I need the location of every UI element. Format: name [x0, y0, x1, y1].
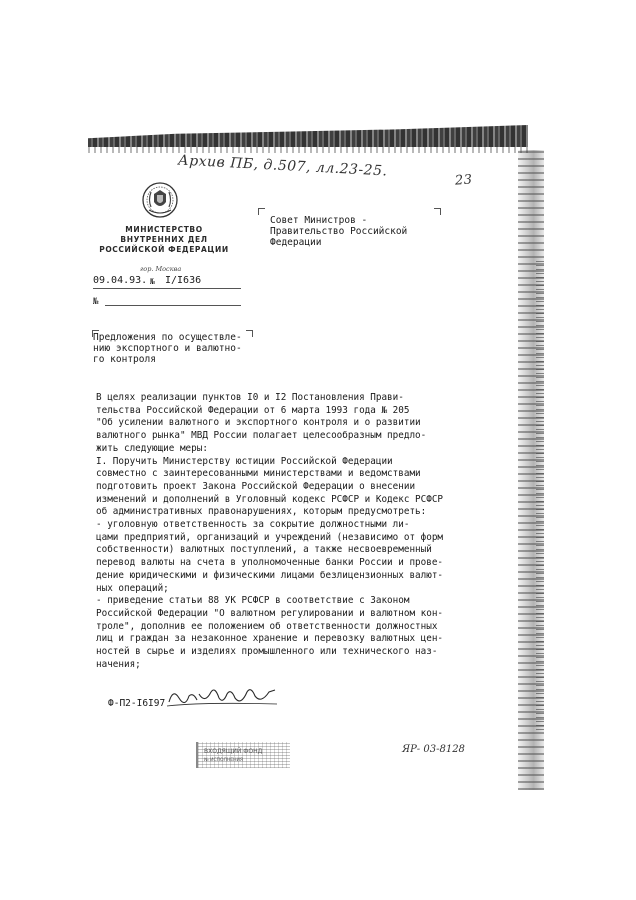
body-line: совместно с заинтересованными министерствами и ведомствами	[96, 468, 421, 480]
body-line: жить следующие меры:	[96, 442, 208, 454]
stamp-line-2: № ИСПОЛНЕНИЯ	[204, 758, 244, 763]
body-line: - приведение статьи 88 УК РСФСР в соответствие с Законом	[96, 595, 410, 607]
body-line: троле", дополнив ее положением об ответственности должностных	[96, 620, 438, 632]
body-line: В целях реализации пунктов I0 и I2 Постановления Прави-	[96, 392, 404, 403]
date-underline	[93, 288, 241, 289]
handwritten-reference: ЯР- 03-8128	[402, 744, 465, 755]
coat-of-arms-icon	[140, 180, 180, 220]
body-line: изменений и дополнений в Уголовный кодекс РСФСР и Кодекс РСФСР	[96, 493, 444, 505]
number-label: №	[150, 277, 155, 286]
subject-line: го контроля	[93, 354, 156, 365]
archive-note: Архив ПБ, д.507, лл.23-25.	[177, 152, 388, 180]
body-line: "Об усилении валютного и экспортного контроля и о развитии	[96, 417, 421, 429]
body-line: валютного рынка" МВД России полагает целесообразным предло-	[96, 430, 427, 442]
scan-artifact-top-lines	[88, 147, 528, 153]
body-line: цами предприятий, организаций и учреждений (независимо от форм	[96, 531, 444, 543]
body-line: перевод валюты на счета в уполномоченные банки России и прове-	[96, 557, 444, 569]
body-line: лиц и граждан за незаконное хранение и перевозку валютных цен-	[96, 633, 444, 645]
handwritten-signature	[165, 682, 280, 710]
document-date: 09.04.93.	[93, 275, 148, 286]
body-line: ных операций;	[96, 582, 169, 594]
addressee-line: Федерации	[270, 237, 322, 248]
subject-block	[93, 332, 242, 365]
subject-line: нию экспортного и валютно-	[93, 343, 242, 354]
file-code: Ф-П2-I6I97	[108, 698, 166, 709]
subject-line: Предложения по осуществле-	[93, 332, 242, 343]
subject-corner-right	[246, 330, 253, 337]
body-line: ностей в сырье и изделиях промышленного или технического наз-	[96, 646, 438, 658]
reference-label: №	[93, 297, 99, 307]
city-label: гор. Москва	[140, 265, 182, 273]
ministry-line-3: РОССИЙСКОЙ ФЕДЕРАЦИИ	[99, 245, 229, 254]
addressee-line: Совет Министров -	[270, 215, 368, 226]
scan-artifact-top	[88, 125, 528, 147]
body-line: I. Поручить Министерству юстиции Российской Федерации	[96, 455, 393, 467]
body-line: Российской Федерации "О валютном регулировании и валютном кон-	[96, 607, 444, 619]
reference-underline	[105, 305, 241, 306]
addressee-block	[270, 215, 407, 248]
body-line: тельства Российской Федерации от 6 марта 1993 года № 205	[96, 404, 410, 416]
ministry-line-1: МИНИСТЕРСТВО	[125, 225, 203, 234]
stamp-line-1: ВХОДЯЩИЙ ФОНД	[204, 748, 263, 755]
body-line: подготовить проект Закона Российской Федерации о внесении	[96, 480, 416, 492]
body-line: дение юридическими и физическими лицами безлицензионных валют-	[96, 569, 444, 581]
document-number: I/I636	[165, 275, 202, 286]
ministry-header	[93, 225, 235, 255]
incoming-stamp	[196, 742, 290, 768]
body-line: начения;	[96, 658, 141, 670]
addressee-corner-left	[258, 208, 265, 215]
page-number: 23	[454, 172, 474, 189]
body-line: об административных правонарушениях, которым предусмотреть:	[96, 506, 427, 518]
ministry-line-2: ВНУТРЕННИХ ДЕЛ	[120, 235, 208, 244]
scan-artifact-right-lines	[536, 260, 544, 730]
reference-line	[93, 297, 98, 307]
body-line: собственности) валютных поступлений, а также несвоевременный	[96, 544, 432, 556]
addressee-corner-right	[434, 208, 441, 215]
letter-body	[96, 392, 516, 671]
body-line: - уголовную ответственность за сокрытие должностными ли-	[96, 519, 410, 531]
addressee-line: Правительство Российской	[270, 226, 408, 237]
